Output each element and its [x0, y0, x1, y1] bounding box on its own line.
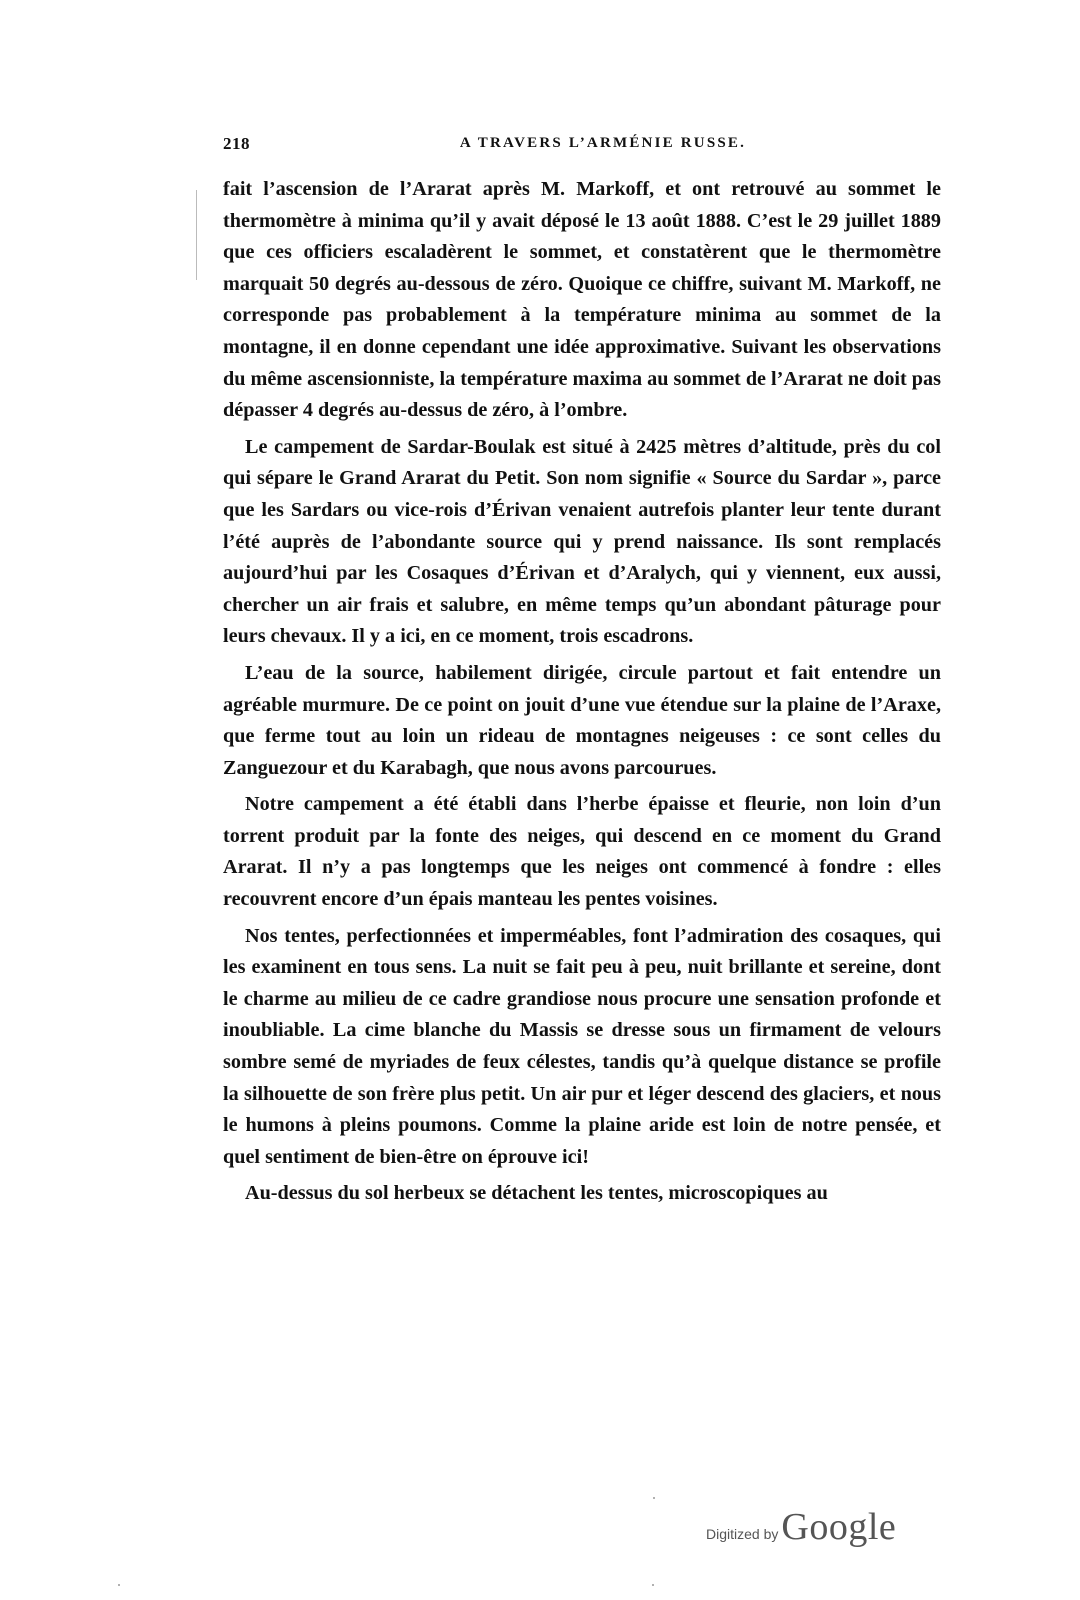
scan-speck: [118, 1584, 120, 1586]
paragraph: Notre campement a été établi dans l’herbe épaisse et fleurie, non loin d’un torrent produit par la fonte des neiges, qui descend en ce moment du Grand Ararat. Il n’y a pas longtemps que les neiges ont commencé à fondre : elles recouvrent encore d’un épais manteau les pentes voisines.: [223, 793, 941, 911]
watermark-brand: Google: [781, 1506, 897, 1548]
paragraph: Le campement de Sardar-Boulak est situé à 2425 mètres d’altitude, près du col qui sépare le Grand Ararat du Petit. Son nom signifie « Source du Sardar », parce que les Sardars ou vice-rois d’Érivan venaient autrefois planter leur tente durant l’été auprès de l’abondante source qui y prend naissance. Ils sont remplacés aujourd’hui par les Cosaques d’Érivan et d’Aralych, qui y viennent, eux aussi, chercher un air frais et salubre, en même temps qu’un abondant pâturage pour leurs chevaux. Il y a ici, en ce moment, trois escadrons.: [223, 435, 941, 648]
digitization-watermark: [706, 1505, 897, 1548]
margin-scan-mark: [196, 190, 197, 280]
paragraph: L’eau de la source, habilement dirigée, circule partout et fait entendre un agréable murmure. De ce point on jouit d’une vue étendue sur la plaine de l’Araxe, que ferme tout au loin un rideau de montagnes neigeuses : ce sont celles du Zanguezour et du Karabagh, que nous avons parcourues.: [223, 661, 941, 779]
paragraph: Nos tentes, perfectionnées et imperméables, font l’admiration des cosaques, qui les examinent en tous sens. La nuit se fait peu à peu, nuit brillante et sereine, dont le charme au milieu de ce cadre grandiose nous procure une sensation profonde et inoubliable. La cime blanche du Massis se dresse sous un firmament de velours sombre semé de myriades de feux célestes, tandis qu’à quelque distance se profile la silhouette de son frère plus petit. Un air pur et léger descend des glaciers, et nous le humons à pleins poumons. Comme la plaine aride est loin de notre pensée, et quel sentiment de bien-être on éprouve ici!: [223, 924, 941, 1168]
running-header: [223, 134, 943, 160]
body-text: [223, 174, 941, 1215]
page-number: 218: [223, 134, 250, 153]
scan-speck: [653, 1497, 655, 1499]
running-title: A TRAVERS L’ARMÉNIE RUSSE.: [459, 135, 747, 151]
paragraph: fait l’ascension de l’Ararat après M. Markoff, et ont retrouvé au sommet le thermomètre à minima qu’il y avait déposé le 13 août 1888. C’est le 29 juillet 1889 que ces officiers escaladèrent le sommet, et constatèrent que le thermomètre marquait 50 degrés au-dessous de zéro. Quoique ce chiffre, suivant M. Markoff, ne corresponde pas probablement à la température minima au sommet de la montagne, il en donne cependant une idée approximative. Suivant les observations du même ascensionniste, la température maxima au sommet de l’Ararat ne doit pas dépasser 4 degrés au-dessus de zéro, à l’ombre.: [223, 178, 941, 422]
watermark-prefix: Digitized by: [706, 1526, 779, 1542]
paragraph: Au-dessus du sol herbeux se détachent les tentes, microscopiques au: [245, 1182, 828, 1205]
scan-speck: [652, 1584, 654, 1586]
